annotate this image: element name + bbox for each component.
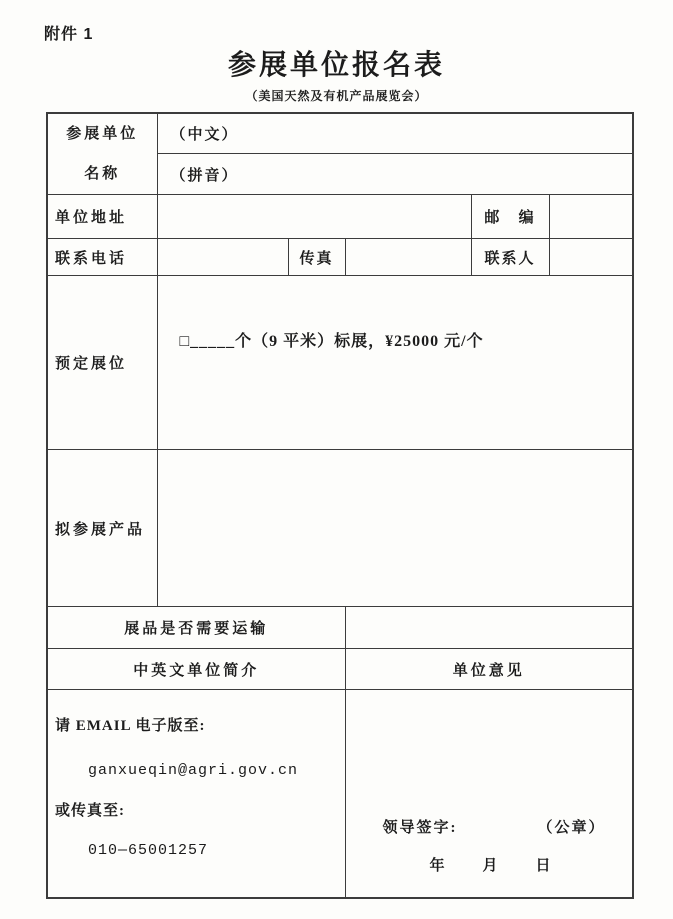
products-label: 拟参展产品 xyxy=(47,450,157,607)
date-line xyxy=(430,856,633,876)
shipping-label: 展品是否需要运输 xyxy=(47,607,345,649)
unit-name-label-cell xyxy=(47,113,157,195)
fax-prompt-label: 或传真至: xyxy=(55,803,125,819)
booth-option-text: □_____个（9 平米）标展，¥25000 元/个 xyxy=(179,333,484,350)
signature-line xyxy=(383,818,633,838)
table-row-booth xyxy=(47,276,633,450)
official-seal-label: （公章） xyxy=(537,820,606,836)
registration-table xyxy=(46,112,634,899)
table-row-products xyxy=(47,450,633,607)
phone-label: 联系电话 xyxy=(47,239,157,276)
table-row-submission xyxy=(47,690,633,898)
address-field xyxy=(157,195,471,239)
date-year-label: 年 xyxy=(429,858,445,874)
table-row-phone xyxy=(47,239,633,276)
page-subtitle: （美国天然及有机产品展览会） xyxy=(245,89,428,103)
table-row-shipping xyxy=(47,607,633,649)
date-month-label: 月 xyxy=(482,858,498,874)
unit-name-label-line1: 参展单位 xyxy=(66,126,139,142)
fax-number-text: 010—65001257 xyxy=(88,842,209,859)
unit-name-pinyin-field xyxy=(157,154,633,195)
date-day-label: 日 xyxy=(535,858,551,874)
table-row-address xyxy=(47,195,633,239)
table-row-profile-headers xyxy=(47,649,633,690)
postcode-field xyxy=(549,195,633,239)
profile-header-label: 中英文单位简介 xyxy=(47,649,345,690)
fax-label: 传真 xyxy=(288,239,345,276)
opinion-header-label: 单位意见 xyxy=(345,649,633,690)
phone-field xyxy=(157,239,288,276)
postcode-label: 邮 编 xyxy=(471,195,549,239)
unit-name-chinese-field xyxy=(157,113,633,154)
unit-name-label-line2: 名称 xyxy=(84,166,121,182)
chinese-placeholder-label: （中文） xyxy=(170,127,239,144)
email-address-text: ganxueqin@agri.gov.cn xyxy=(88,762,299,779)
pinyin-placeholder-label: （拼音） xyxy=(170,167,239,184)
page-title: 参展单位报名表 xyxy=(227,50,445,81)
shipping-field xyxy=(345,607,633,649)
address-label: 单位地址 xyxy=(47,195,157,239)
leader-signature-label: 领导签字: xyxy=(382,820,458,836)
email-prompt-label: 请 EMAIL 电子版至: xyxy=(55,718,206,734)
products-field xyxy=(157,450,633,607)
table-row-name-chinese xyxy=(47,113,633,154)
contact-person-field xyxy=(549,239,633,276)
fax-field xyxy=(345,239,471,276)
submission-instructions-cell xyxy=(47,690,345,898)
booth-option-field xyxy=(157,276,633,450)
booth-label: 预定展位 xyxy=(47,276,157,450)
contact-person-label: 联系人 xyxy=(471,239,549,276)
signature-cell xyxy=(345,690,633,898)
attachment-label: 附件 1 xyxy=(44,26,94,43)
